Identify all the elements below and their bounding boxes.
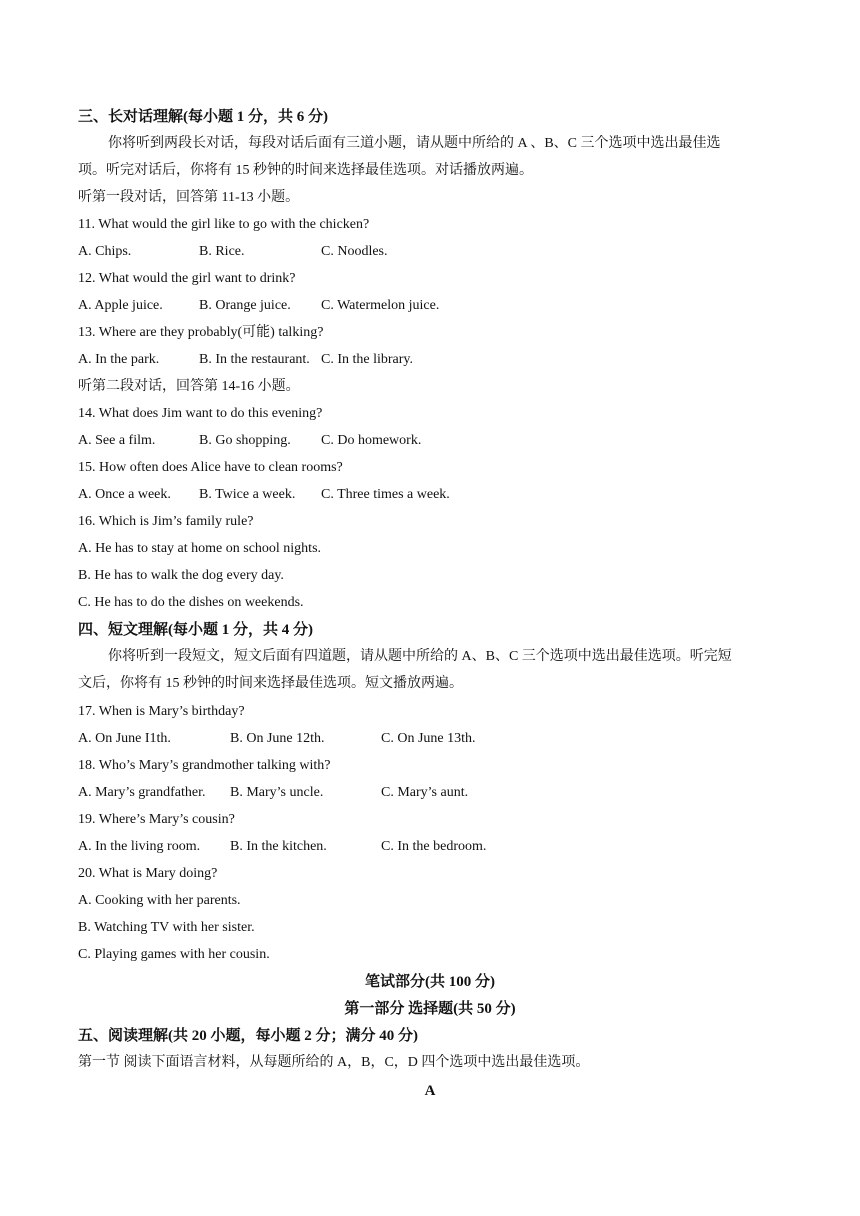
section-5-heading: 五、阅读理解(共 20 小题，每小题 2 分；满分 40 分) [78,1028,418,1044]
section-3-heading: 三、长对话理解(每小题 1 分，共 6 分) [78,109,328,125]
question-19: 19. Where’s Mary’s cousin? [78,812,235,827]
q12-option-c: C. Watermelon juice. [321,298,440,313]
section-3-instructions-line-1: 你将听到两段长对话，每段对话后面有三道小题，请从题中所给的 A 、B、C 三个选项中选出最佳选 [108,136,721,151]
part-1-title: 第一部分 选择题(共 50 分) [344,1001,516,1017]
section-5-instructions: 第一节 阅读下面语言材料，从每题所给的 A，B，C，D 四个选项中选出最佳选项。 [78,1055,590,1070]
written-part-title: 笔试部分(共 100 分) [365,974,495,990]
question-14: 14. What does Jim want to do this evening? [78,406,323,421]
section-4-instructions-line-1: 你将听到一段短文，短文后面有四道题，请从题中所给的 A、B、C 三个选项中选出最佳选项。听完短 [108,649,732,664]
q19-option-a: A. In the living room. [78,839,201,854]
q13-option-b: B. In the restaurant. [199,352,310,367]
question-16: 16. Which is Jim’s family rule? [78,514,254,529]
q14-option-b: B. Go shopping. [199,433,291,448]
q11-option-c: C. Noodles. [321,244,388,259]
q14-option-c: C. Do homework. [321,433,422,448]
q15-option-c: C. Three times a week. [321,487,450,502]
q16-option-a: A. He has to stay at home on school nights. [78,541,322,556]
q17-option-a: A. On June I1th. [78,731,171,746]
question-13: 13. Where are they probably(可能) talking? [78,325,324,340]
dialog-2-prompt: 听第二段对话，回答第 14-16 小题。 [78,379,300,394]
q17-option-c: C. On June 13th. [381,731,476,746]
q16-option-b: B. He has to walk the dog every day. [78,568,284,583]
q15-option-a: A. Once a week. [78,487,171,502]
q18-option-a: A. Mary’s grandfather. [78,785,206,800]
question-12: 12. What would the girl want to drink? [78,271,296,286]
q17-option-b: B. On June 12th. [230,731,325,746]
q15-option-b: B. Twice a week. [199,487,296,502]
section-3-instructions-line-2: 项。听完对话后，你将有 15 秒钟的时间来选择最佳选项。对话播放两遍。 [78,163,533,178]
question-17: 17. When is Mary’s birthday? [78,704,245,719]
passage-label: A [424,1083,436,1099]
q12-option-b: B. Orange juice. [199,298,291,313]
section-4-heading: 四、短文理解(每小题 1 分，共 4 分) [78,622,313,638]
section-4-instructions-line-2: 文后，你将有 15 秒钟的时间来选择最佳选项。短文播放两遍。 [78,676,463,691]
question-15: 15. How often does Alice have to clean rooms? [78,460,343,475]
q19-option-b: B. In the kitchen. [230,839,327,854]
q20-option-c: C. Playing games with her cousin. [78,947,270,962]
q12-option-a: A. Apple juice. [78,298,163,313]
q18-option-b: B. Mary’s uncle. [230,785,324,800]
q18-option-c: C. Mary’s aunt. [381,785,469,800]
question-18: 18. Who’s Mary’s grandmother talking with? [78,758,331,773]
q13-option-a: A. In the park. [78,352,160,367]
q20-option-a: A. Cooking with her parents. [78,893,241,908]
q14-option-a: A. See a film. [78,433,156,448]
q19-option-c: C. In the bedroom. [381,839,487,854]
q13-option-c: C. In the library. [321,352,414,367]
q16-option-c: C. He has to do the dishes on weekends. [78,595,304,610]
dialog-1-prompt: 听第一段对话，回答第 11-13 小题。 [78,190,300,205]
q11-option-b: B. Rice. [199,244,245,259]
question-11: 11. What would the girl like to go with the chicken? [78,217,370,232]
question-20: 20. What is Mary doing? [78,866,218,881]
q11-option-a: A. Chips. [78,244,132,259]
q20-option-b: B. Watching TV with her sister. [78,920,255,935]
